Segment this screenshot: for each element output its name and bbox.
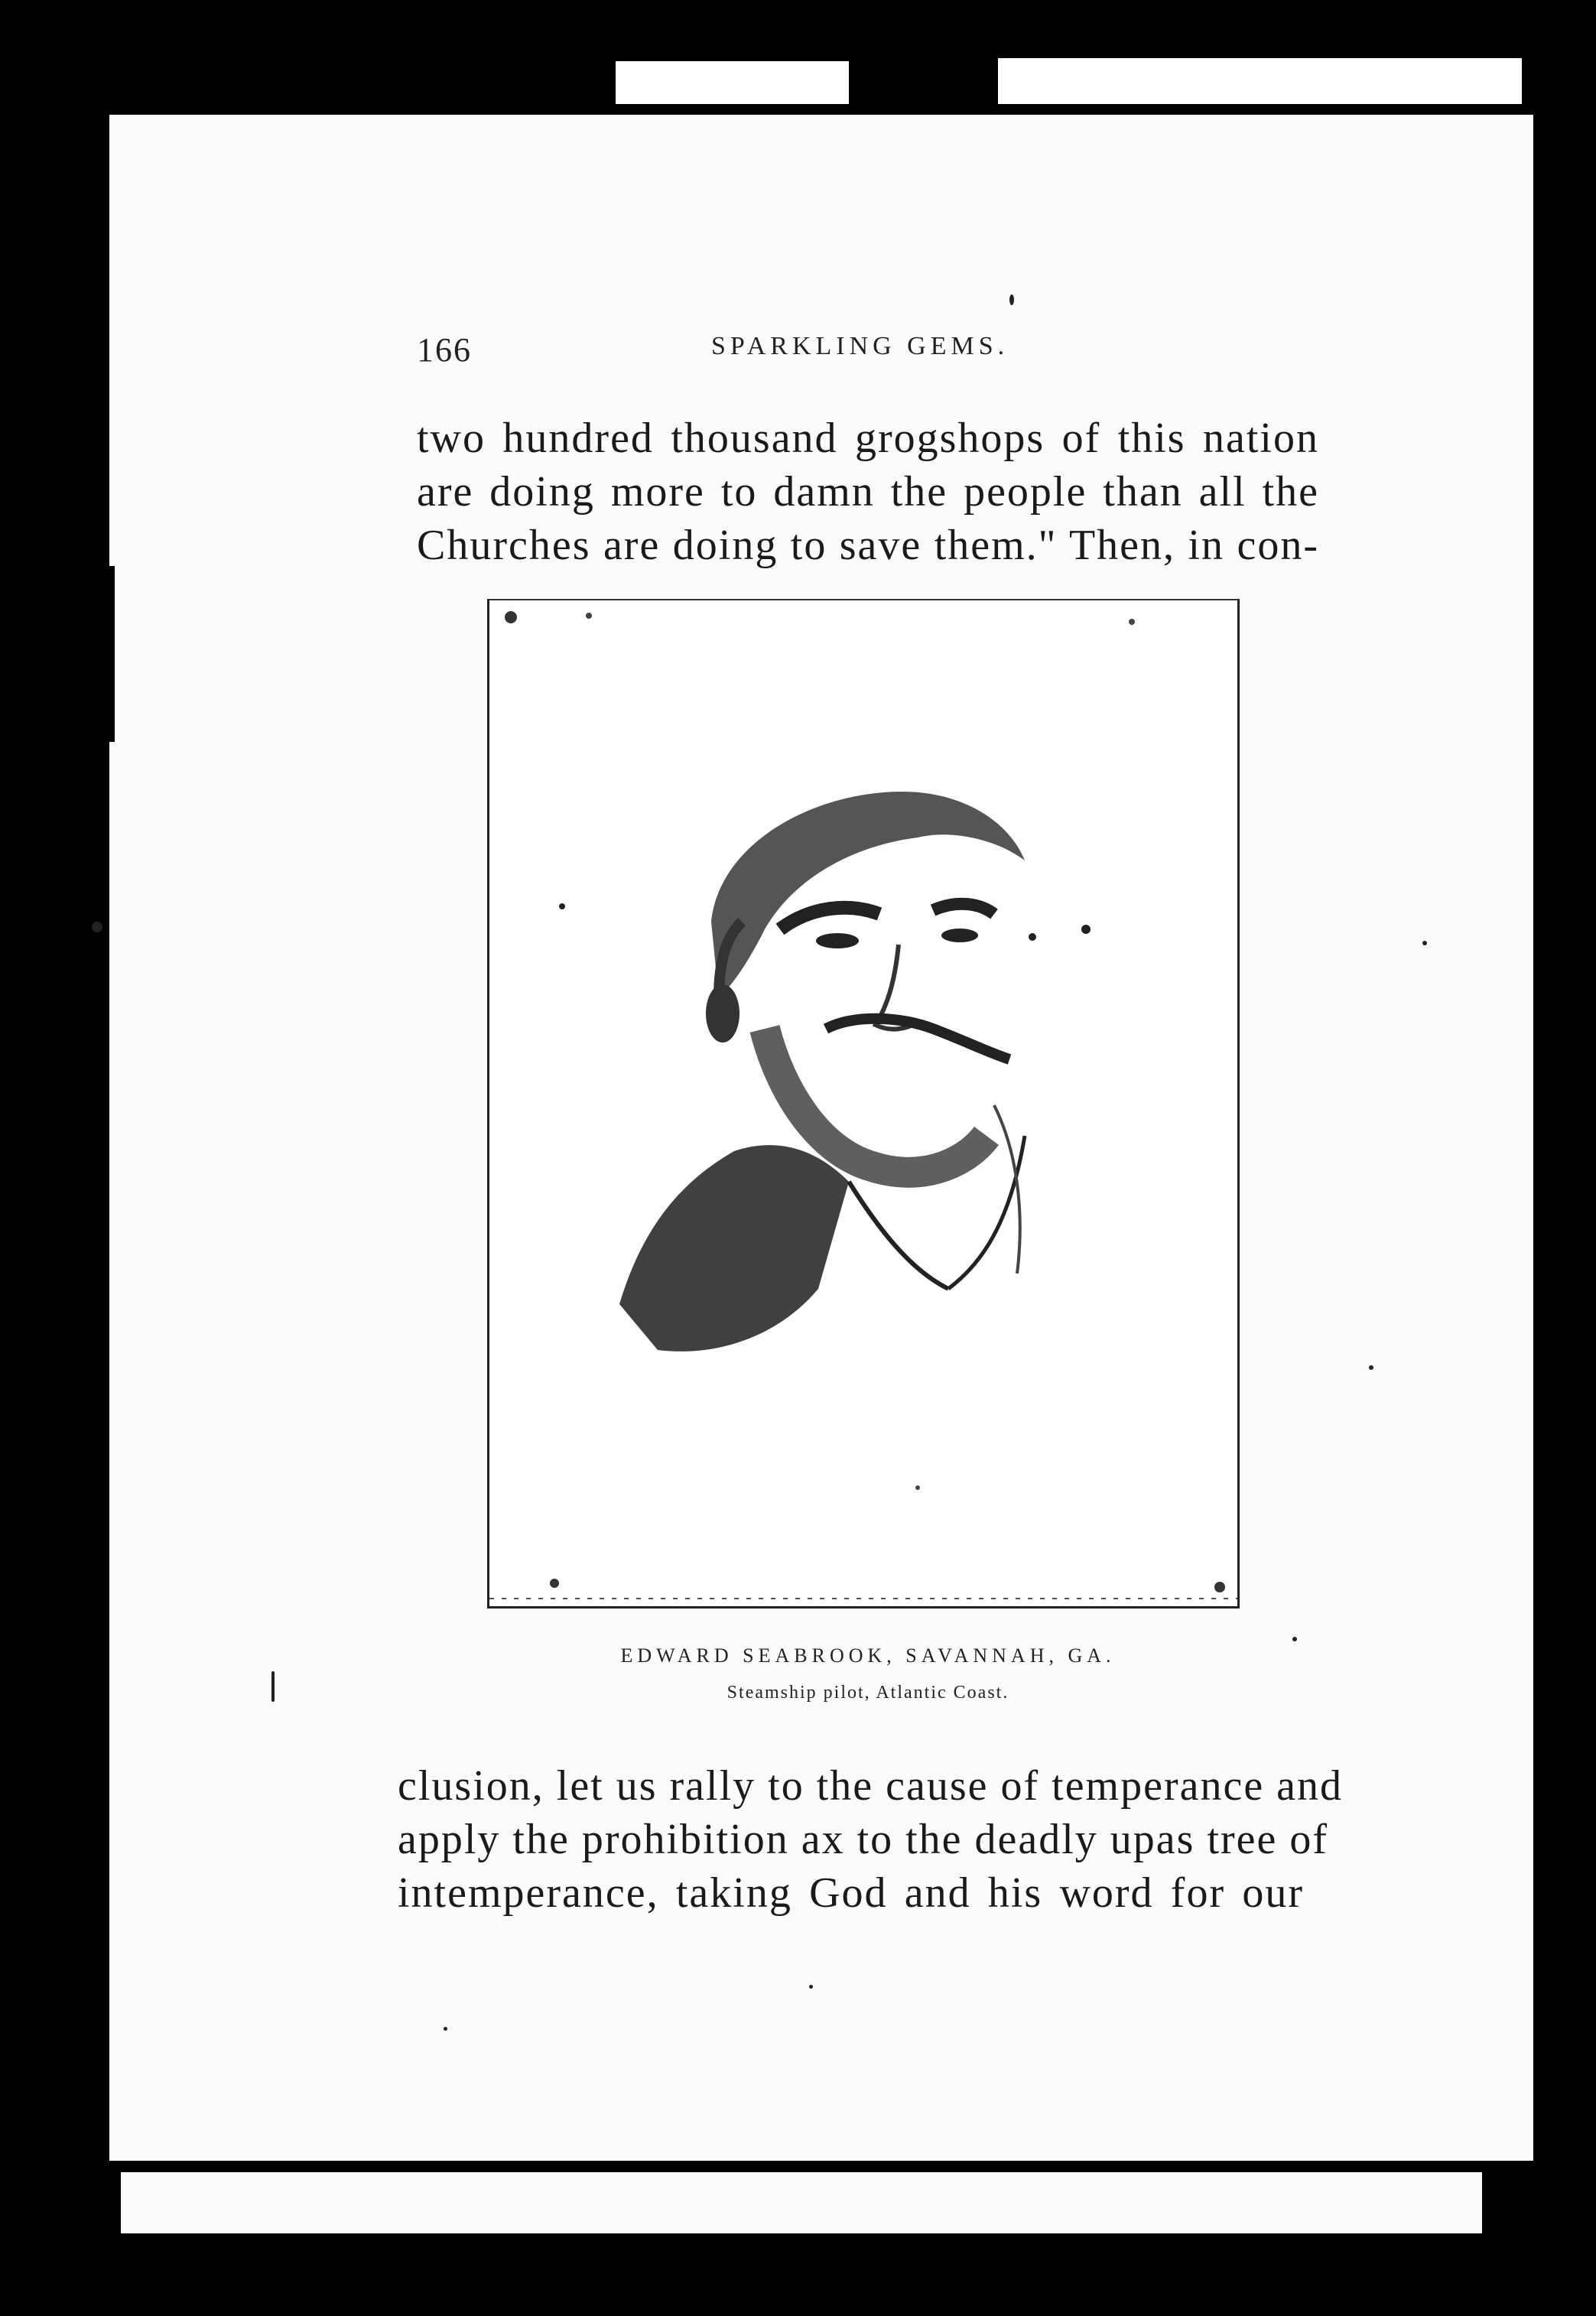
scan-edge-notch [46, 566, 115, 742]
portrait-caption-role: Steamship pilot, Atlantic Coast. [726, 1683, 1009, 1703]
body-text-bottom [398, 1759, 1344, 1920]
text-line: Churches are doing to save them." Then, in con- [417, 522, 1319, 569]
scan-border-tab [616, 61, 849, 104]
scan-border-tab [998, 58, 1522, 104]
portrait-caption-name: EDWARD SEABROOK, SAVANNAH, GA. [620, 1644, 1116, 1667]
body-text-top [417, 411, 1319, 572]
page-bottom-strip [121, 2172, 1482, 2233]
text-line: intemperance, taking God and his word for our [398, 1869, 1304, 1917]
page-header [417, 330, 1319, 369]
running-head: SPARKLING GEMS. [711, 332, 1009, 360]
text-line: are doing more to damn the people than all the [417, 468, 1319, 516]
scan-speck [444, 2027, 447, 2031]
text-line: two hundred thousand grogshops of this nation [417, 415, 1319, 462]
scan-speck [92, 922, 102, 932]
scan-speck [809, 1985, 813, 1989]
scan-speck [1009, 294, 1014, 305]
scan-speck [1292, 1637, 1297, 1641]
scan-speck [1422, 941, 1427, 945]
scan-speck [271, 1671, 275, 1702]
text-line: clusion, let us rally to the cause of temperance and [398, 1762, 1344, 1810]
text-line: apply the prohibition ax to the deadly upas tree of [398, 1816, 1329, 1863]
portrait-illustration [489, 600, 1237, 1606]
page-number: 166 [417, 331, 472, 369]
scan-speck [1369, 1365, 1373, 1370]
portrait-image [487, 599, 1240, 1609]
